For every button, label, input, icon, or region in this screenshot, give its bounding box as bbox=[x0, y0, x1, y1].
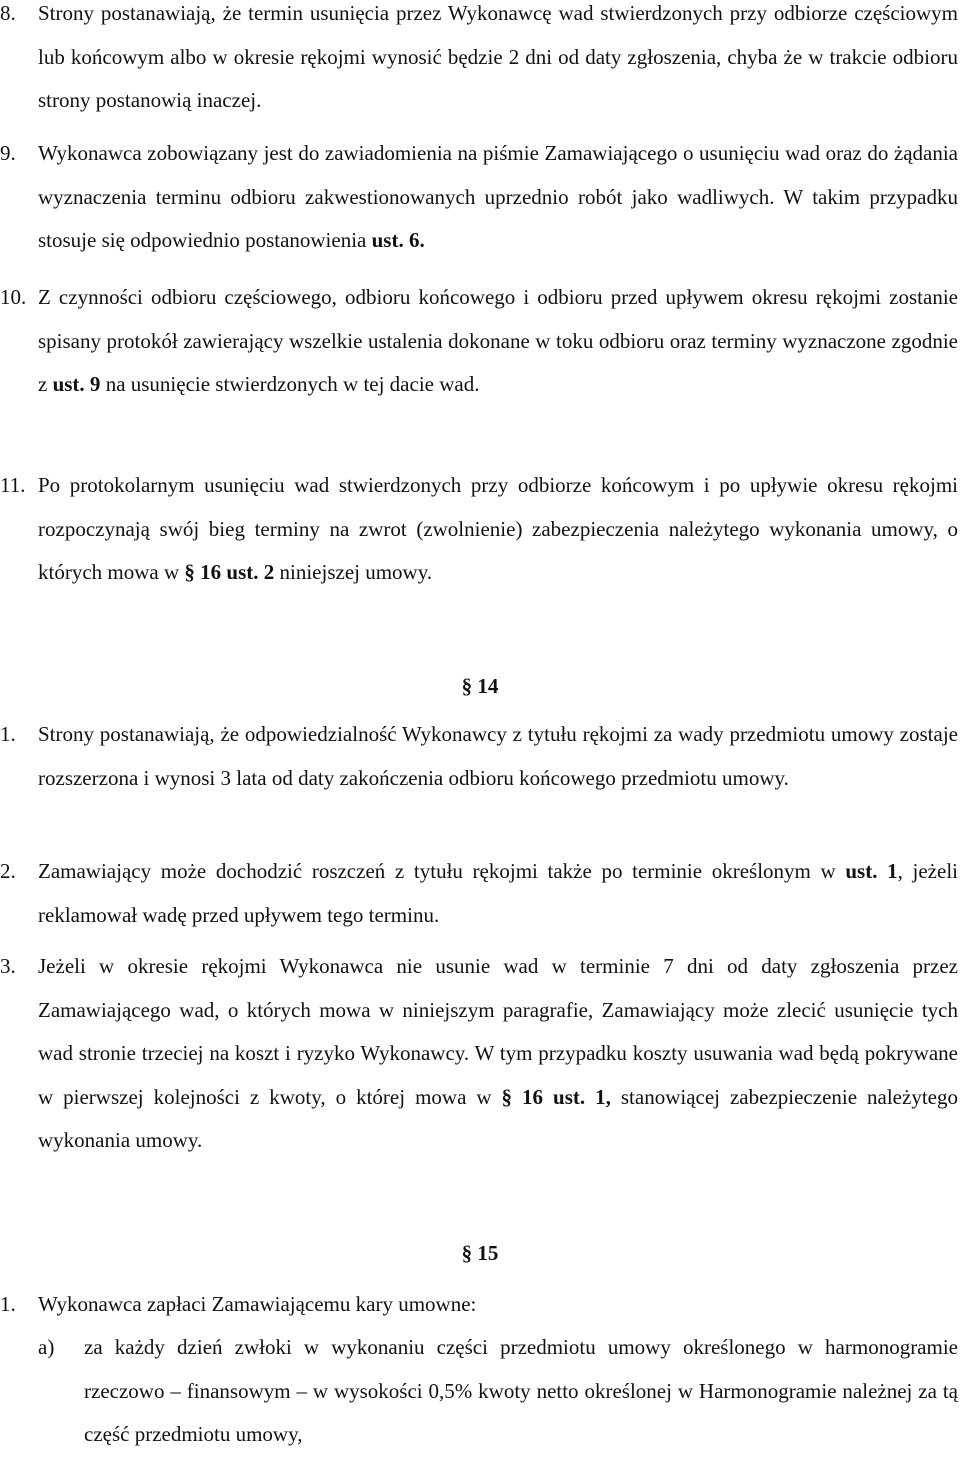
list-item bbox=[0, 464, 958, 595]
reference-bold: § 16 ust. 1, bbox=[501, 1084, 611, 1109]
section-heading: § 15 bbox=[461, 1241, 499, 1265]
list-item bbox=[0, 713, 958, 800]
item-text: Po protokolarnym usunięciu wad stwierdzonych przy odbiorze końcowym i po upływie okresu rękojmi rozpoczynają swój bieg terminy na zwrot (zwolnienie) zabezpieczenia należytego wykonania umowy, o których mowa w § 16 ust. 2 niniejszej umowy. bbox=[38, 473, 958, 584]
item-number: 11. bbox=[0, 473, 26, 497]
item-number: 10. bbox=[0, 285, 27, 309]
list-item bbox=[0, 945, 958, 1163]
list-item bbox=[0, 132, 958, 263]
item-number: 8. bbox=[0, 1, 16, 25]
sub-item-text: za każdy dzień zwłoki w wykonaniu części przedmiotu umowy określonego w harmonogramie rzeczowo – finansowym – w wysokości 0,5% kwoty netto określonej w Harmonogramie należnej za tą część przedmiotu umowy, bbox=[84, 1335, 958, 1446]
reference-bold: § 16 ust. 2 bbox=[184, 560, 275, 584]
item-text: Jeżeli w okresie rękojmi Wykonawca nie usunie wad w terminie 7 dni od daty zgłoszenia przez Zamawiającego wad, o których mowa w niniejszym paragrafie, Zamawiający może zlecić usunięcie tych wad stronie trzeciej na koszt i ryzyko Wykonawcy. W tym przypadku koszty usuwania wad będą pokrywane w pierwszej kolejności z kwoty, o której mowa w § 16 ust. 1, stanowiącej zabezpieczenie należytego wykonania umowy. bbox=[38, 954, 958, 1152]
reference-bold: ust. 6. bbox=[371, 228, 425, 252]
sub-item-letter: a) bbox=[38, 1335, 55, 1359]
item-text: Wykonawca zobowiązany jest do zawiadomienia na piśmie Zamawiającego o usunięciu wad oraz do żądania wyznaczenia terminu odbioru zakwestionowanych uprzednio robót jako wadliwych. W takim przypadku stosuje się odpowiednio postanowienia ust. 6. bbox=[38, 141, 958, 252]
item-text: Wykonawca zapłaci Zamawiającemu kary umowne: bbox=[38, 1292, 477, 1316]
item-number: 1. bbox=[0, 1292, 16, 1316]
sub-list-item bbox=[0, 1326, 958, 1457]
item-number: 3. bbox=[0, 954, 16, 978]
list-item bbox=[0, 850, 958, 937]
list-item bbox=[0, 0, 958, 123]
item-text: Strony postanawiają, że odpowiedzialność Wykonawcy z tytułu rękojmi za wady przedmiotu umowy zostaje rozszerzona i wynosi 3 lata od daty zakończenia odbioru końcowego przedmiotu umowy. bbox=[38, 722, 958, 790]
item-text: Z czynności odbioru częściowego, odbioru końcowego i odbioru przed upływem okresu rękojmi zostanie spisany protokół zawierający wszelkie ustalenia dokonane w toku odbioru oraz terminy wyznaczone zgodnie z ust. 9 na usunięcie stwierdzonych w tej dacie wad. bbox=[38, 285, 958, 396]
item-text: Zamawiający może dochodzić roszczeń z tytułu rękojmi także po terminie określonym w ust. 1, jeżeli reklamował wadę przed upływem tego terminu. bbox=[38, 859, 958, 927]
reference-bold: ust. 1 bbox=[845, 859, 898, 883]
item-number: 1. bbox=[0, 722, 16, 746]
item-text: Strony postanawiają, że termin usunięcia przez Wykonawcę wad stwierdzonych przy odbiorze częściowym lub końcowym albo w okresie rękojmi wynosić będzie 2 dni od daty zgłoszenia, chyba że w trakcie odbioru strony postanowią inaczej. bbox=[38, 1, 958, 112]
list-item bbox=[0, 1283, 958, 1327]
section-heading: § 14 bbox=[461, 674, 499, 698]
reference-bold: ust. 9 bbox=[52, 372, 101, 396]
item-number: 9. bbox=[0, 141, 16, 165]
list-item bbox=[0, 276, 958, 407]
item-number: 2. bbox=[0, 859, 16, 883]
